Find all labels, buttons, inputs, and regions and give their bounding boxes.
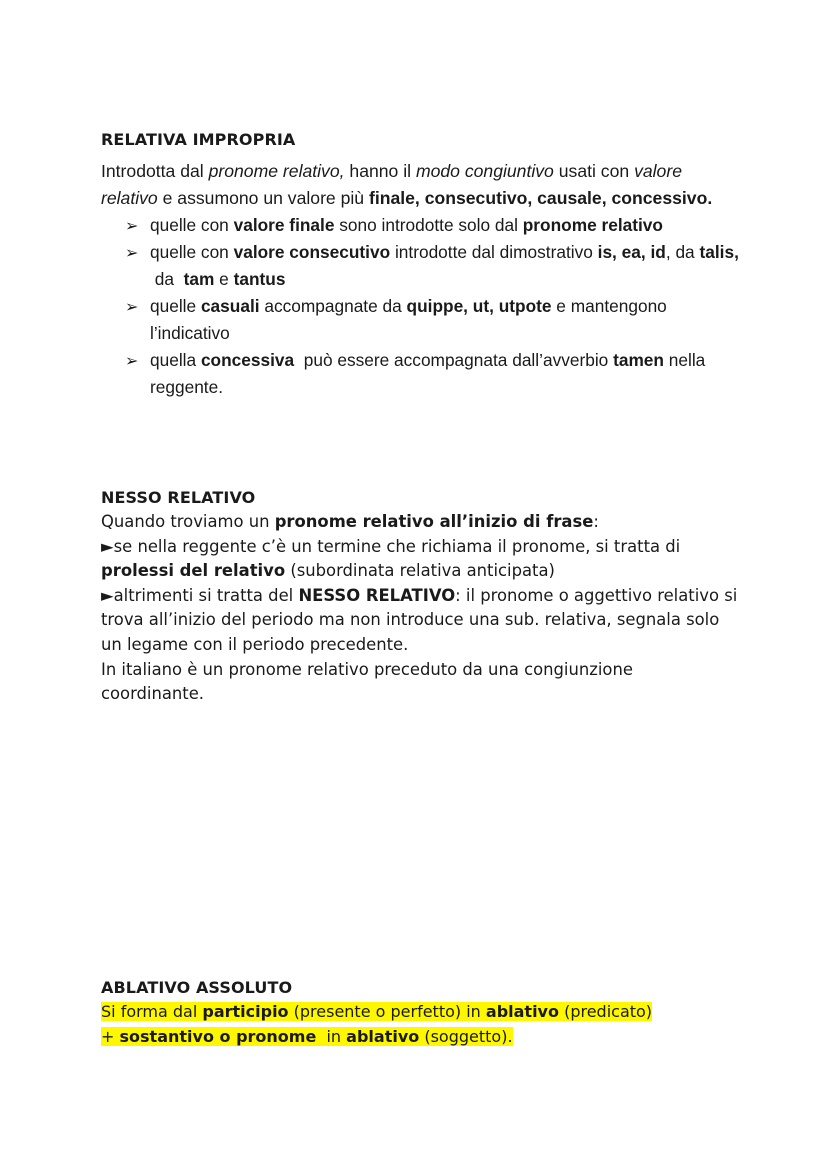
bold-run: finale, consecutivo, causale, concessivo. bbox=[368, 188, 713, 208]
text-run: può essere accompagnata dall’avverbio bbox=[294, 350, 614, 370]
bold-run: pronome relativo bbox=[522, 215, 663, 235]
text-run: (presente o perfetto) in bbox=[288, 1002, 486, 1021]
list-item bbox=[125, 347, 741, 401]
text-run: usati con bbox=[553, 161, 635, 181]
bold-run: casuali bbox=[200, 296, 260, 316]
relativa-intro bbox=[101, 158, 741, 212]
list-item bbox=[125, 239, 741, 293]
ablativo-line-2 bbox=[101, 1025, 741, 1050]
triangle-bullet-icon: ► bbox=[101, 536, 114, 556]
text-run: altrimenti si tratta del bbox=[113, 585, 299, 605]
text-run: in bbox=[316, 1026, 347, 1046]
text-run: se nella reggente c’è un termine che richiama il pronome, si tratta di bbox=[113, 536, 681, 556]
arrow-bullet-icon: ➢ bbox=[125, 351, 139, 370]
section-relativa-impropria bbox=[101, 128, 741, 401]
italic-run: modo congiuntivo bbox=[415, 161, 554, 181]
bold-run: tam bbox=[183, 269, 215, 289]
heading-relativa-impropria: RELATIVA IMPROPRIA bbox=[101, 130, 296, 149]
text-run: hanno il bbox=[344, 161, 416, 181]
nesso-paragraph-3 bbox=[101, 584, 741, 658]
italic-run: valore relativo bbox=[101, 161, 682, 208]
text-run: (subordinata relativa anticipata) bbox=[285, 561, 555, 581]
highlighted-text bbox=[101, 1027, 513, 1046]
arrow-bullet-icon: ➢ bbox=[125, 243, 139, 262]
text-run: (soggetto). bbox=[419, 1026, 513, 1046]
bold-run: pronome relativo all’inizio di frase bbox=[274, 512, 594, 531]
text-run: , da bbox=[665, 242, 700, 262]
italic-run: pronome relativo, bbox=[208, 161, 345, 181]
text-run: quelle bbox=[150, 296, 201, 316]
bold-run: valore consecutivo bbox=[233, 242, 391, 262]
text-run: quelle con bbox=[150, 215, 234, 235]
text-run: + bbox=[101, 1026, 120, 1046]
bold-run: participio bbox=[202, 1002, 289, 1021]
nesso-paragraph-4: In italiano è un pronome relativo preceduto da una congiunzione coordinante. bbox=[101, 659, 633, 704]
text-run: Introdotta dal bbox=[101, 161, 209, 181]
bold-run: quippe, ut, utpote bbox=[406, 296, 552, 316]
text-run: quella bbox=[150, 350, 201, 370]
bold-run: is, ea, id bbox=[597, 242, 666, 262]
text-run: : bbox=[593, 512, 599, 531]
bold-run: NESSO RELATIVO bbox=[298, 585, 456, 605]
heading-ablativo-assoluto: ABLATIVO ASSOLUTO bbox=[101, 978, 293, 997]
text-run: introdotte dal dimostrativo bbox=[390, 242, 598, 262]
text-run: Si forma dal bbox=[101, 1002, 203, 1021]
text-run: Quando troviamo un bbox=[101, 512, 275, 531]
text-run: quelle con bbox=[150, 242, 234, 262]
list-item bbox=[125, 293, 741, 347]
bold-run: concessiva bbox=[200, 350, 295, 370]
text-run: (predicato) bbox=[558, 1002, 653, 1021]
bold-run: ablativo bbox=[485, 1002, 559, 1021]
bold-run: talis, bbox=[699, 242, 739, 262]
triangle-bullet-icon: ► bbox=[101, 585, 114, 605]
bold-run: sostantivo o pronome bbox=[119, 1026, 317, 1046]
arrow-bullet-icon: ➢ bbox=[125, 297, 139, 316]
bold-run: ablativo bbox=[346, 1026, 420, 1046]
ablativo-line-1 bbox=[101, 1000, 741, 1025]
text-run: nella reggente. bbox=[150, 350, 706, 397]
heading-nesso-relativo: NESSO RELATIVO bbox=[101, 488, 256, 507]
bold-run: tamen bbox=[613, 350, 664, 370]
bold-run: prolessi del relativo bbox=[101, 561, 286, 581]
arrow-bullet-icon: ➢ bbox=[125, 216, 139, 235]
bold-run: valore finale bbox=[233, 215, 335, 235]
nesso-paragraph-1 bbox=[101, 510, 741, 535]
nesso-paragraph-2 bbox=[101, 535, 741, 584]
section-ablativo-assoluto bbox=[101, 976, 741, 1049]
text-run: e bbox=[214, 269, 234, 289]
relativa-bullet-list bbox=[101, 212, 741, 401]
text-run: da bbox=[150, 269, 184, 289]
highlighted-text bbox=[101, 1002, 652, 1021]
text-run: accompagnate da bbox=[259, 296, 407, 316]
text-run: e assumono un valore più bbox=[157, 188, 369, 208]
list-item bbox=[125, 212, 741, 239]
text-run: sono introdotte solo dal bbox=[334, 215, 523, 235]
section-nesso-relativo bbox=[101, 486, 741, 707]
bold-run: tantus bbox=[233, 269, 286, 289]
text-run: : il pronome o aggettivo relativo si trova all’inizio del periodo ma non introduce una sub. relativa, segnala solo un legame con il periodo precedente. bbox=[101, 585, 738, 654]
text-run: e mantengono l’indicativo bbox=[150, 296, 667, 343]
